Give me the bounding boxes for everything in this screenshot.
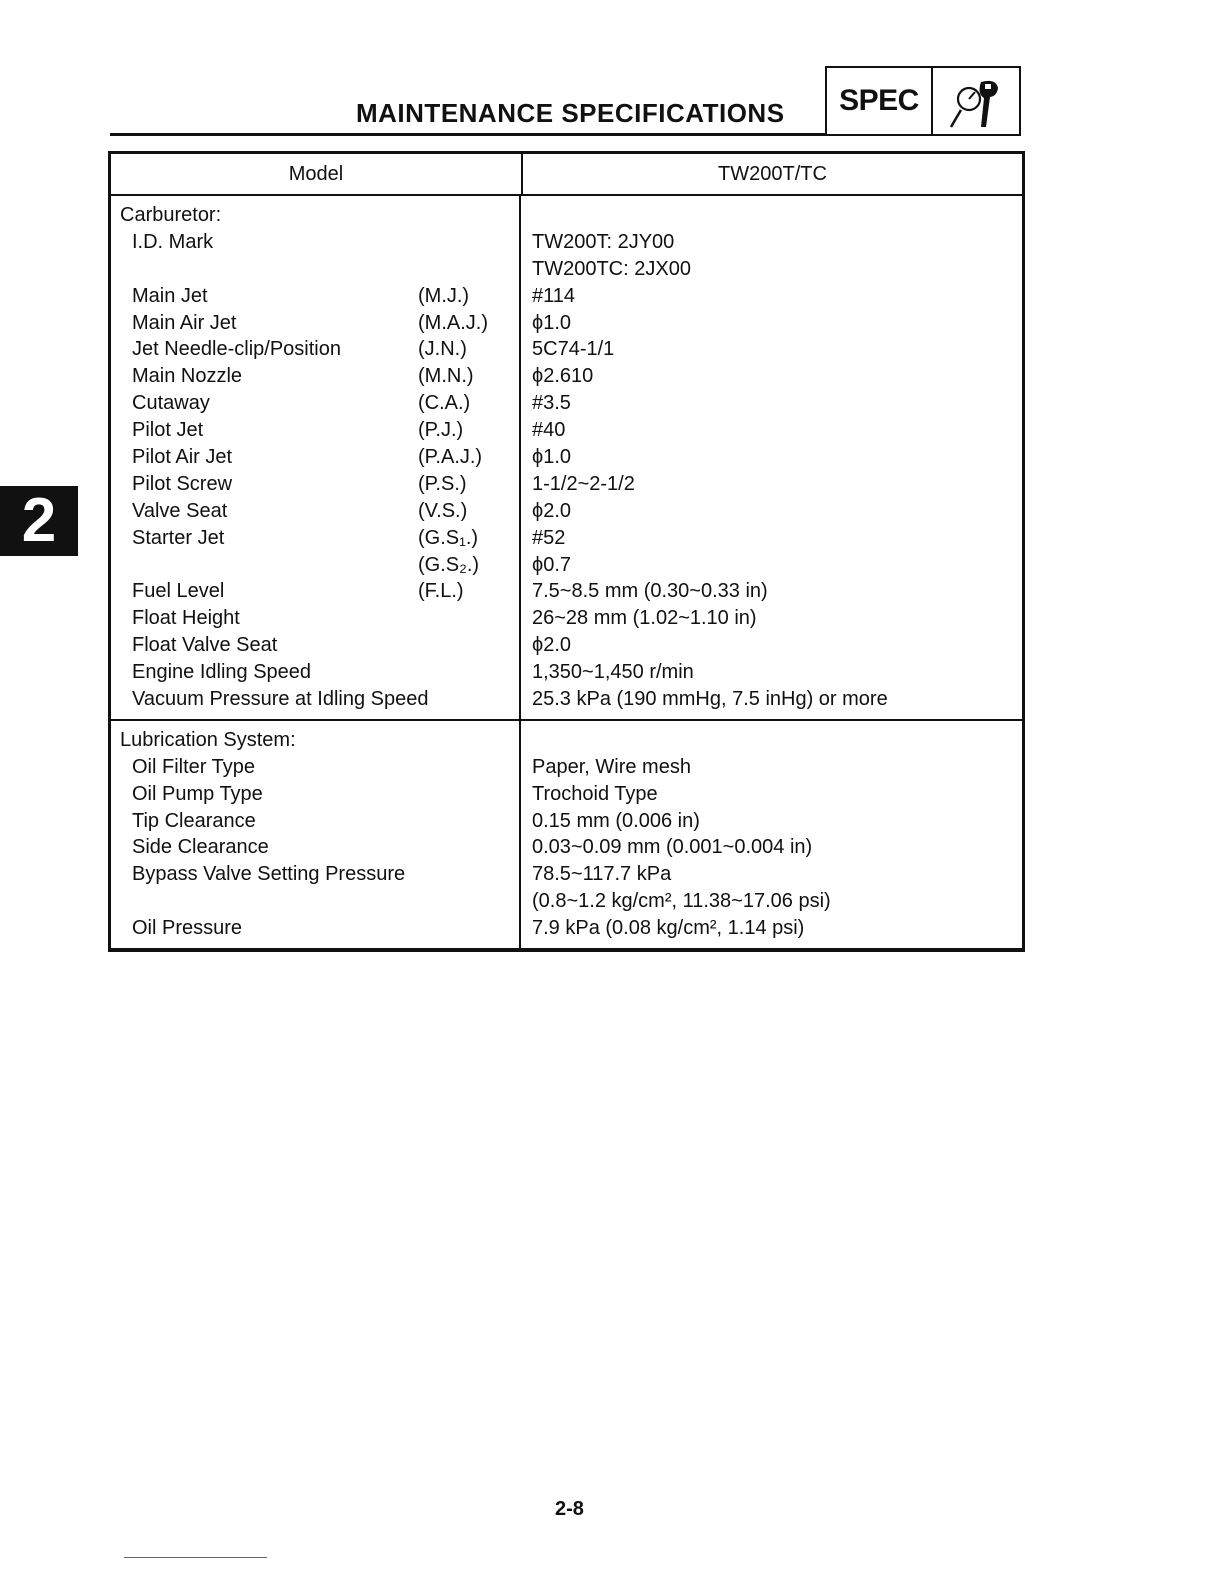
item-name: Oil Filter Type [132,755,255,778]
table-row [120,578,519,605]
value-cell: TW200TC: 2JX00 [532,257,691,280]
item-abbr: (M.N.) [418,365,474,388]
value-cell: ϕ2.0 [532,499,572,522]
value-cell: ϕ1.0 [532,446,572,469]
value-cell: ϕ2.0 [532,634,572,657]
value-cell: 25.3 kPa (190 mmHg, 7.5 inHg) or more [532,688,888,711]
carburetor-section [111,196,1022,719]
item-abbr: (P.A.J.) [418,446,483,469]
table-row [120,834,519,861]
item-name: I.D. Mark [132,230,214,253]
value-cell: (0.8~1.2 kg/cm², 11.38~17.06 psi) [532,890,831,913]
lubrication-labels [111,721,521,948]
lubrication-section [111,719,1022,948]
carburetor-labels [111,196,521,719]
item-name: Main Jet [132,284,208,307]
table-row [120,363,519,390]
gauge-and-tool-icon [933,68,1019,134]
value-cell: 0.15 mm (0.006 in) [532,809,700,832]
item-name: Jet Needle-clip/Position [132,338,341,361]
page-number: 2-8 [555,1498,584,1520]
item-name: Pilot Air Jet [132,446,233,469]
value-cell: 0.03~0.09 mm (0.001~0.004 in) [532,836,813,859]
value-cell: #40 [532,419,566,442]
table-row [120,632,519,659]
value-cell: 1,350~1,450 r/min [532,661,694,684]
item-name: Main Air Jet [132,311,237,334]
chapter-tab: 2 [0,486,78,556]
item-abbr: (J.N.) [418,338,467,361]
header-model-label: Model [111,154,523,194]
item-name: Main Nozzle [132,365,243,388]
decorative-rule [124,1557,267,1558]
value-cell: ϕ2.610 [532,365,594,388]
table-row [120,444,519,471]
lubrication-values [521,721,1022,948]
item-abbr: (M.A.J.) [418,311,488,334]
table-row [120,471,519,498]
item-name: Oil Pressure [132,917,243,940]
section-title-row [120,202,519,229]
table-row [120,659,519,686]
item-name: Pilot Screw [132,472,233,495]
table-header-row [111,154,1022,196]
section-title-row [120,727,519,754]
item-name: Engine Idling Speed [132,661,312,684]
item-name: Starter Jet [132,526,225,549]
carburetor-title: Carburetor: [120,204,222,226]
item-abbr: (C.A.) [418,392,471,415]
table-row [120,390,519,417]
table-row [120,781,519,808]
table-row [120,229,519,256]
item-name: Side Clearance [132,836,269,859]
value-cell: 1-1/2~2-1/2 [532,472,635,495]
item-abbr: (V.S.) [418,499,468,522]
item-name: Bypass Valve Setting Pressure [132,863,406,886]
table-row [120,336,519,363]
value-cell: 78.5~117.7 kPa [532,863,672,886]
value-cell: ϕ1.0 [532,311,572,334]
value-cell: 7.9 kPa (0.08 kg/cm², 1.14 psi) [532,917,805,940]
table-row [120,525,519,552]
item-name: Float Height [132,607,240,630]
table-row [120,498,519,525]
value-cell: Trochoid Type [532,782,658,805]
item-abbr: (G.S₁.) [418,526,479,549]
value-cell: 5C74-1/1 [532,338,615,361]
value-cell [532,202,1022,229]
value-cell: #3.5 [532,392,571,415]
value-cell: 7.5~8.5 mm (0.30~0.33 in) [532,580,768,603]
item-name: Valve Seat [132,499,228,522]
value-cell: ϕ0.7 [532,553,572,576]
value-cell: #52 [532,526,566,549]
title-underline [110,133,826,136]
item-name: Pilot Jet [132,419,204,442]
value-cell: #114 [532,284,576,307]
lubrication-title: Lubrication System: [120,728,296,751]
table-row [120,310,519,337]
table-row [120,915,519,942]
spec-badge [825,66,1021,136]
item-abbr: (P.S.) [418,472,467,495]
table-row [120,686,519,713]
item-name: Fuel Level [132,580,225,603]
value-cell [532,727,1022,754]
value-cell: TW200T: 2JY00 [532,230,675,253]
table-row [120,605,519,632]
spec-label: SPEC [827,68,933,134]
item-abbr: (P.J.) [418,419,464,442]
carburetor-values [521,196,1022,719]
item-abbr: (F.L.) [418,580,464,603]
table-row [120,256,519,283]
table-row [120,808,519,835]
table-row [120,283,519,310]
value-cell: Paper, Wire mesh [532,755,691,778]
spec-table [108,151,1025,952]
item-name: Tip Clearance [132,809,256,832]
value-cell: 26~28 mm (1.02~1.10 in) [532,607,757,630]
item-abbr: (M.J.) [418,284,470,307]
item-abbr: (G.S₂.) [418,553,480,576]
table-row [120,417,519,444]
item-name: Vacuum Pressure at Idling Speed [132,688,429,711]
table-row [120,754,519,781]
page-title: MAINTENANCE SPECIFICATIONS [356,98,785,128]
header-model-value: TW200T/TC [718,162,827,185]
table-row [120,552,519,579]
table-row [120,888,519,915]
item-name: Oil Pump Type [132,782,263,805]
item-name: Float Valve Seat [132,634,278,657]
item-name: Cutaway [132,392,210,415]
table-row [120,861,519,888]
